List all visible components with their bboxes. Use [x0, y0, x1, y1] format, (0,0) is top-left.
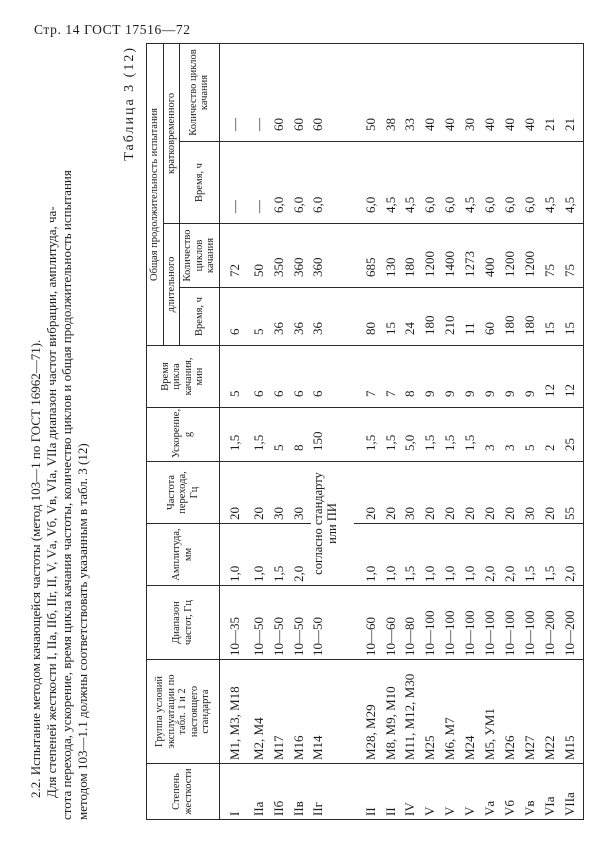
col-amplitude: Амплитуда, мм	[147, 524, 220, 586]
table-row	[311, 43, 353, 819]
cell-group: М6, М7	[443, 660, 463, 764]
cell-degree: II	[384, 764, 404, 820]
cell-group: М16	[292, 660, 312, 764]
cell-range: 10—60	[384, 586, 404, 660]
cell-cycle-time: 12	[543, 346, 563, 408]
cell-amplitude: 2,0	[292, 524, 312, 586]
cell-range: 10—50	[292, 586, 312, 660]
cell-accel: 5	[523, 408, 543, 462]
col-long-cycles: Количество циклов качания	[180, 224, 220, 288]
cell-range: 10—80	[403, 586, 423, 660]
cell-short-time: 4,5	[403, 142, 423, 224]
note-span: согласно стандарту или ПИ	[311, 472, 340, 575]
cell-group: М15	[563, 660, 584, 764]
cell-short-time: —	[252, 142, 272, 224]
cell-accel: 5,0	[403, 408, 423, 462]
cell-long-cycles: 685	[364, 224, 384, 288]
cell-degree: II	[364, 764, 384, 820]
cell-long-time: 180	[503, 288, 523, 346]
cell-amplitude: 1,0	[423, 524, 443, 586]
cell-short-cycles: 30	[463, 43, 483, 141]
cell-short-cycles: 60	[311, 43, 353, 141]
cell-degree: V	[463, 764, 483, 820]
cell-degree: Vв	[523, 764, 543, 820]
cell-crossover: 20	[443, 462, 463, 524]
cell-range: 10—100	[483, 586, 503, 660]
cell-short-cycles: 60	[272, 43, 292, 141]
cell-range: 10—100	[503, 586, 523, 660]
cell-long-cycles: 75	[563, 224, 584, 288]
cell-degree: VIIа	[563, 764, 584, 820]
cell-degree: Vа	[483, 764, 503, 820]
cell-long-time: 15	[563, 288, 584, 346]
col-short-time: Время, ч	[180, 142, 220, 224]
cell-long-cycles: 1400	[443, 224, 463, 288]
cell-cycle-time: 9	[523, 346, 543, 408]
cell-long-cycles: 1200	[503, 224, 523, 288]
table-row	[272, 43, 292, 819]
cell-range: 10—200	[543, 586, 563, 660]
cell-short-cycles: 40	[423, 43, 443, 141]
cell-short-cycles: 40	[503, 43, 523, 141]
cell-range: 10—50	[272, 586, 292, 660]
cell-long-cycles: 400	[483, 224, 503, 288]
intro-paragraph	[28, 42, 90, 820]
table-row	[384, 43, 404, 819]
cell-accel: 1,5	[252, 408, 272, 462]
cell-short-cycles: —	[252, 43, 272, 141]
cell-short-time: 6,0	[443, 142, 463, 224]
rotated-content	[28, 40, 588, 820]
cell-cycle-time: 9	[483, 346, 503, 408]
cell-long-time: 15	[384, 288, 404, 346]
cell-accel: 3	[503, 408, 523, 462]
cell-range: 10—100	[523, 586, 543, 660]
cell-long-cycles: 50	[252, 224, 272, 288]
cell-range: 10—100	[443, 586, 463, 660]
cell-accel: 8	[292, 408, 312, 462]
cell-cycle-time: 12	[563, 346, 584, 408]
cell-long-time: 60	[483, 288, 503, 346]
cell-amplitude: 1,5	[543, 524, 563, 586]
cell-crossover: 20	[252, 462, 272, 524]
cell-crossover: 20	[364, 462, 384, 524]
cell-crossover: 20	[503, 462, 523, 524]
cell-long-cycles: 1200	[523, 224, 543, 288]
col-group: Группа условий эксплуатации по табл. 1 и 2 настоящего стандарта	[147, 660, 220, 764]
cell-crossover: 30	[272, 462, 292, 524]
cell-cycle-time: 6	[311, 346, 353, 408]
cell-crossover: 20	[384, 462, 404, 524]
note-cell	[311, 462, 353, 586]
cell-short-time: 6,0	[423, 142, 443, 224]
vibration-test-table	[146, 43, 584, 820]
cell-amplitude: 2,0	[563, 524, 584, 586]
cell-long-cycles: 360	[292, 224, 312, 288]
table-row	[219, 43, 252, 819]
cell-group: М17	[272, 660, 292, 764]
cell-cycle-time: 6	[272, 346, 292, 408]
table-row	[483, 43, 503, 819]
cell-cycle-time: 6	[292, 346, 312, 408]
cell-range: 10—100	[463, 586, 483, 660]
cell-long-time: 15	[543, 288, 563, 346]
cell-cycle-time: 7	[364, 346, 384, 408]
cell-degree: IIа	[252, 764, 272, 820]
cell-amplitude: 2,0	[503, 524, 523, 586]
separator-cell	[354, 224, 364, 288]
cell-cycle-time: 9	[423, 346, 443, 408]
row-separator	[354, 43, 364, 819]
cell-group: М24	[463, 660, 483, 764]
col-accel: Ускорение, g	[147, 408, 220, 462]
cell-short-cycles: 60	[292, 43, 312, 141]
col-long: длительного	[163, 224, 180, 346]
cell-short-cycles: 38	[384, 43, 404, 141]
cell-range: 10—50	[252, 586, 272, 660]
cell-range: 10—200	[563, 586, 584, 660]
cell-degree: IIг	[311, 764, 353, 820]
cell-accel: 2	[543, 408, 563, 462]
cell-short-time: 6,0	[364, 142, 384, 224]
cell-crossover: 20	[423, 462, 443, 524]
cell-long-time: 24	[403, 288, 423, 346]
table-row	[403, 43, 423, 819]
paragraph-line: Для степеней жесткости I, IIа, IIб, IIг, II, V, Vа, Vб, Vв, VIа, VIIа диапазон частот вибрации, амплитуда, ча-	[43, 206, 59, 798]
cell-degree: IV	[403, 764, 423, 820]
cell-cycle-time: 9	[443, 346, 463, 408]
cell-group: М28, М29	[364, 660, 384, 764]
cell-long-time: 36	[292, 288, 312, 346]
cell-crossover: 20	[483, 462, 503, 524]
cell-amplitude: 1,0	[219, 524, 252, 586]
cell-range: 10—35	[219, 586, 252, 660]
cell-group: М25	[423, 660, 443, 764]
cell-long-time: 5	[252, 288, 272, 346]
table-row	[463, 43, 483, 819]
paragraph-line: 2.2. Испытание методом качающейся частоты (метод 103—1 по ГОСТ 16962—71).	[28, 339, 43, 798]
cell-range: 10—50	[311, 586, 353, 660]
cell-accel: 1,5	[423, 408, 443, 462]
col-crossover: Частота перехода, Гц	[147, 462, 220, 524]
table-row	[443, 43, 463, 819]
cell-long-time: 36	[272, 288, 292, 346]
cell-short-cycles: 21	[563, 43, 584, 141]
cell-short-time: 6,0	[503, 142, 523, 224]
cell-short-time: 6,0	[483, 142, 503, 224]
cell-long-cycles: 72	[219, 224, 252, 288]
cell-group: М8, М9, М10	[384, 660, 404, 764]
page-header: Стр. 14 ГОСТ 17516—72	[34, 22, 191, 37]
cell-accel: 150	[311, 408, 353, 462]
cell-degree: V	[423, 764, 443, 820]
cell-short-cycles: 21	[543, 43, 563, 141]
cell-accel: 3	[483, 408, 503, 462]
cell-short-time: 4,5	[463, 142, 483, 224]
table-row	[423, 43, 443, 819]
table-row	[523, 43, 543, 819]
cell-group: М2, М4	[252, 660, 272, 764]
cell-amplitude: 1,0	[443, 524, 463, 586]
cell-long-cycles: 350	[272, 224, 292, 288]
paragraph-line: стота перехода, ускорение, время цикла качания частоты, количество циклов и общая продолжительность испытания	[59, 170, 74, 820]
cell-short-cycles: 40	[523, 43, 543, 141]
cell-crossover: 30	[523, 462, 543, 524]
cell-degree: IIв	[292, 764, 312, 820]
cell-degree: Vб	[503, 764, 523, 820]
cell-long-time: 11	[463, 288, 483, 346]
cell-amplitude: 1,0	[384, 524, 404, 586]
cell-short-cycles: 40	[483, 43, 503, 141]
cell-crossover: 20	[543, 462, 563, 524]
cell-cycle-time: 9	[463, 346, 483, 408]
cell-cycle-time: 6	[252, 346, 272, 408]
cell-long-time: 6	[219, 288, 252, 346]
table-label: Таблица 3 (12)	[122, 46, 137, 161]
cell-group: М27	[523, 660, 543, 764]
cell-short-time: 4,5	[563, 142, 584, 224]
cell-group: М14	[311, 660, 353, 764]
cell-group: М1, М3, М18	[219, 660, 252, 764]
cell-amplitude: 1,5	[272, 524, 292, 586]
table-row	[543, 43, 563, 819]
cell-crossover: 30	[292, 462, 312, 524]
cell-amplitude: 1,0	[463, 524, 483, 586]
cell-long-cycles: 180	[403, 224, 423, 288]
cell-crossover: 30	[403, 462, 423, 524]
table-row	[252, 43, 272, 819]
cell-degree: IIб	[272, 764, 292, 820]
cell-short-time: 6,0	[311, 142, 353, 224]
table-row	[364, 43, 384, 819]
col-total: Общая продолжительность испытания	[147, 43, 164, 345]
cell-group: М11, М12, М30	[403, 660, 423, 764]
cell-accel: 1,5	[364, 408, 384, 462]
cell-accel: 5	[272, 408, 292, 462]
separator-cell	[354, 346, 364, 408]
cell-long-time: 180	[523, 288, 543, 346]
cell-group: М22	[543, 660, 563, 764]
cell-crossover: 55	[563, 462, 584, 524]
col-short: кратковременного	[163, 43, 180, 223]
cell-short-time: 6,0	[292, 142, 312, 224]
cell-amplitude: 2,0	[483, 524, 503, 586]
cell-long-cycles: 360	[311, 224, 353, 288]
cell-short-time: 4,5	[384, 142, 404, 224]
cell-cycle-time: 8	[403, 346, 423, 408]
cell-short-time: —	[219, 142, 252, 224]
cell-cycle-time: 7	[384, 346, 404, 408]
cell-accel: 25	[563, 408, 584, 462]
cell-short-time: 6,0	[272, 142, 292, 224]
cell-amplitude: 1,0	[364, 524, 384, 586]
cell-long-cycles: 1273	[463, 224, 483, 288]
cell-long-time: 80	[364, 288, 384, 346]
cell-cycle-time: 9	[503, 346, 523, 408]
table-row	[563, 43, 584, 819]
cell-long-cycles: 130	[384, 224, 404, 288]
cell-group: М26	[503, 660, 523, 764]
cell-accel: 1,5	[384, 408, 404, 462]
col-cycle-time: Время цикла качания, мин	[147, 346, 220, 408]
cell-short-time: 4,5	[543, 142, 563, 224]
cell-group: М5, УМ1	[483, 660, 503, 764]
cell-short-cycles: 33	[403, 43, 423, 141]
cell-cycle-time: 5	[219, 346, 252, 408]
cell-degree: V	[443, 764, 463, 820]
cell-degree: I	[219, 764, 252, 820]
cell-degree: VIа	[543, 764, 563, 820]
table-row	[503, 43, 523, 819]
col-degree: Степень жесткости	[147, 764, 220, 820]
cell-long-time: 36	[311, 288, 353, 346]
table-row	[292, 43, 312, 819]
cell-crossover: 20	[219, 462, 252, 524]
cell-accel: 1,5	[443, 408, 463, 462]
cell-long-cycles: 75	[543, 224, 563, 288]
col-long-time: Время, ч	[180, 288, 220, 346]
col-short-cycles: Количество циклов качания	[180, 43, 220, 141]
cell-long-cycles: 1200	[423, 224, 443, 288]
cell-amplitude: 1,0	[252, 524, 272, 586]
cell-range: 10—100	[423, 586, 443, 660]
cell-short-cycles: 50	[364, 43, 384, 141]
cell-accel: 1,5	[463, 408, 483, 462]
separator-cell	[354, 288, 364, 346]
cell-short-cycles: 40	[443, 43, 463, 141]
cell-crossover: 20	[463, 462, 483, 524]
cell-accel: 1,5	[219, 408, 252, 462]
cell-short-cycles: —	[219, 43, 252, 141]
cell-long-time: 210	[443, 288, 463, 346]
cell-short-time: 6,0	[523, 142, 543, 224]
cell-amplitude: 1,5	[523, 524, 543, 586]
cell-amplitude: 1,5	[403, 524, 423, 586]
cell-long-time: 180	[423, 288, 443, 346]
table-body	[219, 43, 584, 819]
cell-range: 10—60	[364, 586, 384, 660]
col-range: Диапазон частот, Гц	[147, 586, 220, 660]
paragraph-line: методом 103—1.1 должны соответствовать указанным в табл. 3 (12)	[74, 443, 90, 820]
